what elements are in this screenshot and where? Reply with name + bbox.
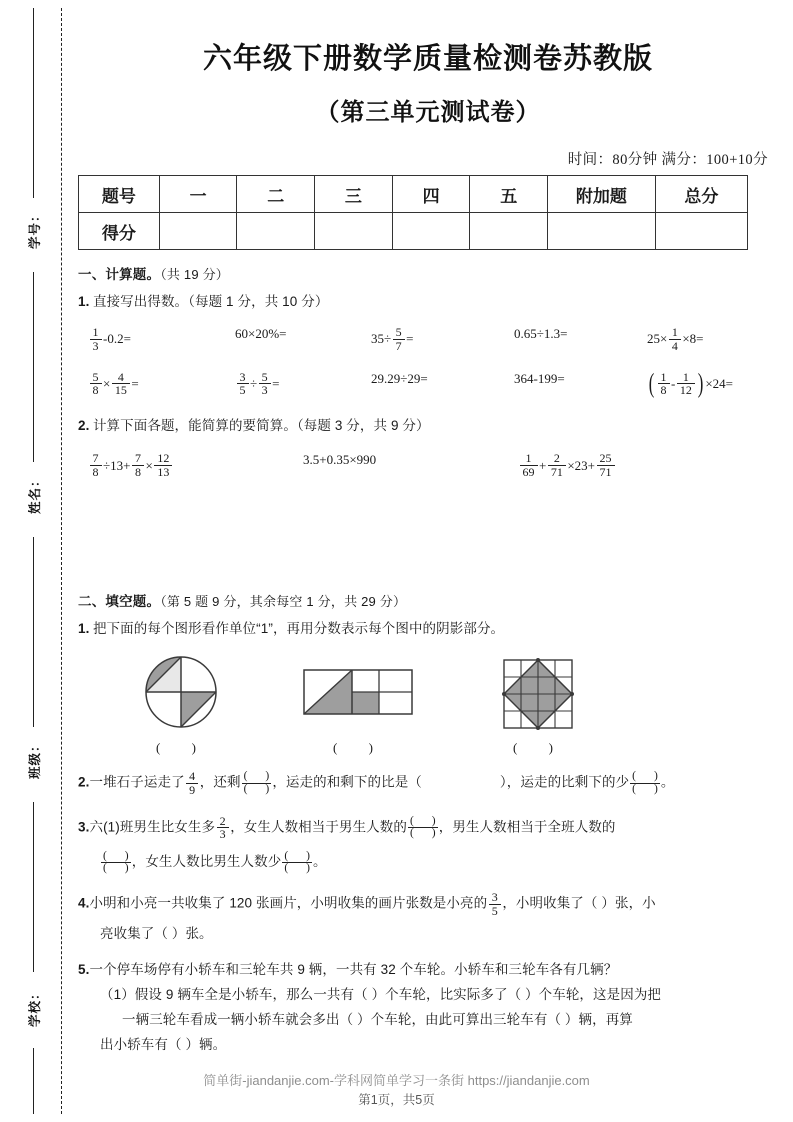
answer-blank-fraction[interactable]: $\frac{( )}{( )}$ bbox=[243, 770, 270, 795]
question-2-4-text-2[interactable]: ，小明收集了（ ）张，小 bbox=[502, 895, 656, 911]
fraction: $\frac{5}{3}$ bbox=[259, 371, 271, 397]
fraction: $\frac{7}{8}$ bbox=[90, 452, 102, 478]
question-2-5-number: 5. bbox=[78, 961, 90, 977]
score-cell-1[interactable] bbox=[159, 213, 237, 250]
question-2-1-number: 1. bbox=[78, 620, 90, 636]
fraction: $\frac{1}{12}$ bbox=[677, 371, 695, 397]
arith-item-8: 29.29÷29= bbox=[371, 370, 428, 386]
site-watermark: 简单街-jiandanjie.com-学科网简单学习一条街 https://jiandanjie.com bbox=[203, 1073, 590, 1088]
fraction: $\frac{2}{71}$ bbox=[548, 452, 566, 478]
simplify-item-3: $\frac{1}{69}$ + $\frac{2}{71}$ ×23+ $\frac{25}{71}$ bbox=[518, 452, 616, 478]
question-2-3-text-1: 六(1)班男生比女生多 bbox=[89, 818, 216, 834]
question-2-1-text: 把下面的每个图形看作单位“1”，再用分数表示每个图中的阴影部分。 bbox=[92, 620, 505, 636]
page-title: 六年级下册数学质量检测卷苏教版 bbox=[202, 43, 653, 75]
margin-label-name: 姓名： bbox=[28, 473, 42, 514]
right-paren: ) bbox=[698, 368, 704, 399]
arith-item-2: 60×20%= bbox=[235, 326, 287, 342]
margin-rule-2 bbox=[33, 272, 34, 462]
question-2-2-text-3: ，运走的和剩下的比是（ bbox=[272, 774, 422, 790]
answer-blank-fraction[interactable]: $\frac{( )}{( )}$ bbox=[284, 849, 311, 875]
score-cell-3[interactable] bbox=[315, 213, 393, 250]
arith-item-6: $\frac{5}{8}$ × $\frac{4}{15}$ = bbox=[88, 371, 235, 397]
fraction: $\frac{1}{3}$ bbox=[90, 326, 102, 352]
figure-cell-1 bbox=[138, 653, 224, 756]
score-table bbox=[78, 175, 748, 250]
question-2-5 bbox=[78, 960, 778, 980]
figure-2-caption[interactable]: ( ) bbox=[333, 740, 387, 756]
arith-item-3: 35÷ $\frac{5}{7}$ = bbox=[371, 325, 414, 353]
rectangle-grid-shaded-icon bbox=[298, 653, 418, 731]
fraction: $\frac{3}{5}$ bbox=[489, 891, 501, 917]
figure-cell-2 bbox=[298, 653, 418, 756]
fraction: $\frac{25}{71}$ bbox=[597, 452, 615, 478]
section-2-title: 二、填空题。 bbox=[78, 593, 161, 609]
question-2-4-number: 4. bbox=[78, 895, 90, 911]
fraction: $\frac{4}{15}$ bbox=[112, 371, 130, 397]
circle-quadrant-shaded-icon bbox=[138, 653, 224, 731]
score-cell-5[interactable] bbox=[470, 213, 548, 250]
question-1-2-number: 2. bbox=[78, 418, 90, 434]
question-2-1 bbox=[78, 619, 778, 639]
margin-label-class: 班级： bbox=[28, 738, 42, 779]
question-2-3-cont bbox=[78, 851, 778, 875]
question-2-4-cont bbox=[78, 924, 778, 944]
question-2-5-text-3[interactable]: 一辆三轮车看成一辆小轿车就会多出（ ）个车轮，由此可算出三轮车有（ ）辆，再算 bbox=[122, 1012, 633, 1028]
square-grid-diamond-shaded-icon bbox=[492, 653, 584, 731]
question-2-5-text-2[interactable]: （1）假设 9 辆车全是小轿车，那么一共有（ ）个车轮，比实际多了（ ）个车轮，这是因为把 bbox=[100, 986, 662, 1002]
exam-meta: 时间：80分钟 满分：100+10分 bbox=[567, 152, 768, 168]
page-body bbox=[78, 0, 778, 1122]
fraction: $\frac{1}{69}$ bbox=[520, 452, 538, 478]
question-2-2-text-1: 一堆石子运走了 bbox=[89, 774, 185, 790]
fraction: $\frac{2}{3}$ bbox=[217, 815, 229, 841]
fraction: $\frac{3}{5}$ bbox=[237, 371, 249, 397]
answer-blank-fraction[interactable]: $\frac{( )}{( )}$ bbox=[410, 814, 436, 840]
arith-item-1: $\frac{1}{3}$ -0.2= bbox=[88, 326, 235, 352]
table-row-scores bbox=[79, 213, 748, 250]
margin-rule-1 bbox=[33, 8, 34, 198]
arith-item-5: 25× $\frac{1}{4}$ ×8= bbox=[647, 325, 704, 353]
question-2-3-text-3: ，男生人数相当于全班人数的 bbox=[438, 818, 616, 834]
section-2-heading bbox=[78, 590, 778, 610]
question-2-4 bbox=[78, 891, 778, 917]
question-2-3-text-2: ，女生人数相当于男生人数的 bbox=[230, 818, 407, 834]
fraction: $\frac{5}{8}$ bbox=[90, 371, 102, 397]
question-2-5-part-1-cont bbox=[78, 1010, 778, 1030]
score-table-row-label-1: 得分 bbox=[79, 213, 160, 250]
question-2-2-text-2: ，还剩 bbox=[199, 774, 241, 790]
margin-rule-4 bbox=[33, 802, 34, 972]
fraction: $\frac{5}{7}$ bbox=[393, 326, 405, 352]
question-2-5-part-1 bbox=[78, 985, 778, 1005]
section-1-heading bbox=[78, 263, 778, 283]
question-2-5-text-1: 一个停车场停有小轿车和三轮车共 9 辆，一共有 32 个车轮。小轿车和三轮车各有几辆？ bbox=[89, 961, 618, 977]
fraction: $\frac{4}{9}$ bbox=[186, 770, 198, 796]
answer-blank-fraction[interactable]: $\frac{( )}{( )}$ bbox=[103, 849, 129, 875]
score-table-col-5: 五 bbox=[470, 176, 548, 213]
simplify-item-2: 3.5+0.35×990 bbox=[303, 452, 377, 468]
score-cell-7[interactable] bbox=[655, 213, 747, 250]
question-1-1-text: 直接写出得数。（每题 1 分，共 10 分） bbox=[92, 294, 329, 309]
left-paren: ( bbox=[648, 368, 655, 399]
score-table-col-7: 总分 bbox=[655, 176, 747, 213]
question-2-2-text-5: 。 bbox=[660, 774, 675, 790]
simplify-row bbox=[78, 452, 778, 478]
arith-item-7: $\frac{3}{5}$ ÷ $\frac{5}{3}$ = bbox=[235, 371, 371, 397]
answer-blank-fraction[interactable]: $\frac{( )}{( )}$ bbox=[632, 770, 658, 795]
arith-item-10: ( $\frac{1}{8}$ - $\frac{1}{12}$ ) ×24= bbox=[648, 368, 734, 399]
score-cell-6[interactable] bbox=[548, 213, 656, 250]
fraction: $\frac{7}{8}$ bbox=[132, 452, 144, 478]
simplify-item-1: $\frac{7}{8}$ ÷13+ $\frac{7}{8}$ × $\frac{12}{13}$ bbox=[88, 452, 303, 478]
question-2-4-text-3[interactable]: 亮收集了（ ）张。 bbox=[100, 926, 213, 942]
page-subtitle: （第三单元测试卷） bbox=[315, 99, 541, 126]
page-footer bbox=[0, 1070, 793, 1108]
margin-rule-3 bbox=[33, 537, 34, 727]
score-table-col-1: 一 bbox=[159, 176, 237, 213]
question-2-3-text-4: ，女生人数比男生人数少 bbox=[131, 854, 282, 870]
score-table-row-label-0: 题号 bbox=[79, 176, 160, 213]
dashed-fold-line bbox=[61, 8, 62, 1114]
score-table-col-3: 三 bbox=[315, 176, 393, 213]
arith-row-2 bbox=[78, 368, 778, 399]
question-1-1-number: 1. bbox=[78, 294, 90, 309]
arith-item-4: 0.65÷1.3= bbox=[514, 326, 568, 342]
score-table-col-4: 四 bbox=[392, 176, 470, 213]
question-2-2-text-4: ），运走的比剩下的少 bbox=[499, 774, 630, 790]
work-space-area[interactable] bbox=[78, 479, 778, 577]
figure-row bbox=[78, 653, 778, 756]
figure-3-caption[interactable]: ( ) bbox=[513, 740, 567, 756]
margin-label-school: 学校： bbox=[28, 986, 42, 1027]
question-1-1 bbox=[78, 292, 778, 312]
question-1-2-text: 计算下面各题，能简算的要简算。（每题 3 分，共 9 分） bbox=[92, 418, 430, 434]
figure-1-caption[interactable]: ( ) bbox=[156, 740, 210, 756]
question-2-2-number: 2. bbox=[78, 774, 90, 790]
score-table-col-6: 附加题 bbox=[548, 176, 656, 213]
fraction: $\frac{1}{4}$ bbox=[669, 326, 681, 352]
question-1-2 bbox=[78, 416, 778, 436]
section-1-title: 一、计算题。 bbox=[78, 267, 161, 282]
section-1-points: （共 19 分） bbox=[160, 267, 229, 282]
score-cell-2[interactable] bbox=[237, 213, 315, 250]
arith-item-9: 364-199= bbox=[514, 370, 565, 386]
score-cell-4[interactable] bbox=[392, 213, 470, 250]
section-2-points: （第 5 题 9 分，其余每空 1 分，共 29 分） bbox=[160, 593, 407, 609]
question-2-5-text-4[interactable]: 出小轿车有（ ）辆。 bbox=[100, 1037, 227, 1053]
score-table-col-2: 二 bbox=[237, 176, 315, 213]
question-2-3-number: 3. bbox=[78, 818, 90, 834]
question-2-2 bbox=[78, 770, 778, 796]
question-2-4-text-1: 小明和小亮一共收集了 120 张画片，小明收集的画片张数是小亮的 bbox=[89, 895, 488, 911]
fraction: $\frac{12}{13}$ bbox=[154, 452, 172, 478]
page-number: 第1页，共5页 bbox=[358, 1093, 435, 1107]
question-2-3 bbox=[78, 815, 778, 841]
fraction: $\frac{1}{8}$ bbox=[658, 371, 670, 397]
binding-margin bbox=[0, 0, 62, 1122]
question-2-5-part-1-cont2 bbox=[78, 1035, 778, 1055]
figure-cell-3 bbox=[492, 653, 584, 756]
question-2-3-text-5: 。 bbox=[313, 854, 327, 870]
margin-label-student-id: 学号： bbox=[28, 208, 42, 249]
table-row-header bbox=[79, 176, 748, 213]
arith-row-1 bbox=[78, 326, 778, 352]
